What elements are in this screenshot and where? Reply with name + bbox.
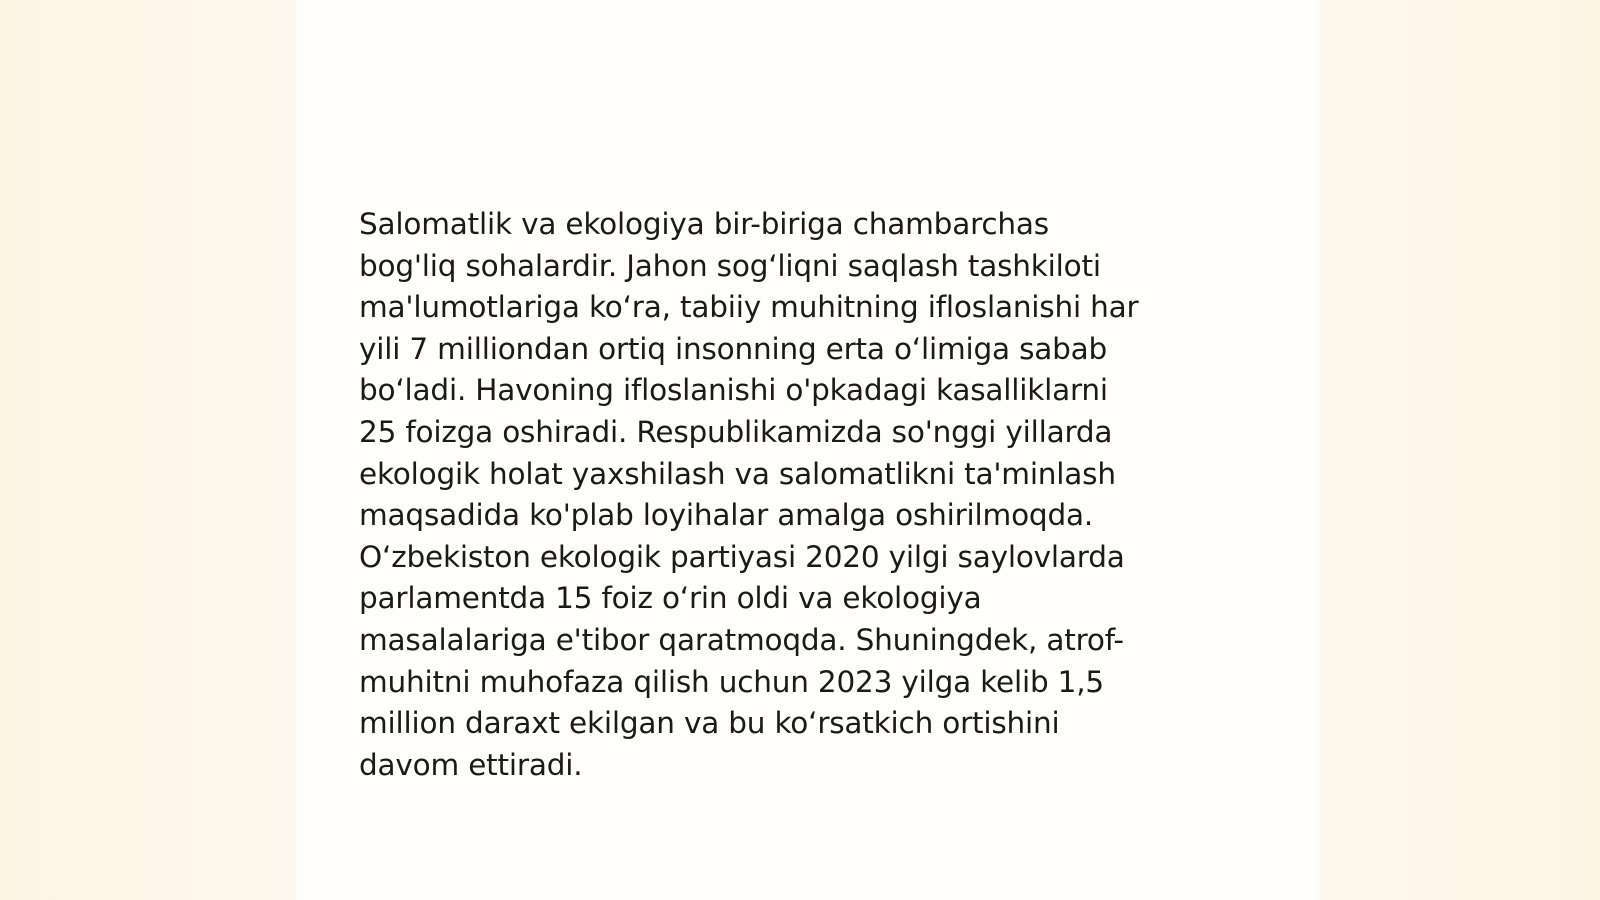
paragraph-line: 25 foizga oshiradi. Respublikamizda so'nggi yillarda	[359, 414, 1113, 449]
paragraph-line: muhitni muhofaza qilish uchun 2023 yilga kelib 1,5	[359, 664, 1104, 699]
paragraph-line: O‘zbekiston ekologik partiyasi 2020 yilgi saylovlarda	[359, 539, 1125, 574]
paragraph-line: ekologik holat yaxshilash va salomatlikni ta'minlash	[359, 456, 1116, 491]
slide-page	[296, 0, 1319, 900]
paragraph-line: davom ettiradi.	[359, 747, 583, 782]
paragraph-line: masalalariga e'tibor qaratmoqda. Shuningdek, atrof-	[359, 622, 1124, 657]
paragraph-line: maqsadida ko'plab loyihalar amalga oshirilmoqda.	[359, 498, 1094, 533]
body-paragraph	[359, 204, 1249, 786]
paragraph-line: ma'lumotlariga ko‘ra, tabiiy muhitning ifloslanishi har	[359, 290, 1139, 325]
paragraph-line: yili 7 milliondan ortiq insonning erta o‘limiga sabab	[359, 331, 1108, 366]
paragraph-line: bo‘ladi. Havoning ifloslanishi o'pkadagi kasalliklarni	[359, 373, 1108, 408]
paragraph-line: parlamentda 15 foiz o‘rin oldi va ekologiya	[359, 581, 982, 616]
paragraph-line: bog'liq sohalardir. Jahon sog‘liqni saqlash tashkiloti	[359, 248, 1101, 283]
paragraph-line: million daraxt ekilgan va bu ko‘rsatkich ortishini	[359, 706, 1060, 741]
paragraph-line: Salomatlik va ekologiya bir-biriga chambarchas	[359, 207, 1049, 241]
